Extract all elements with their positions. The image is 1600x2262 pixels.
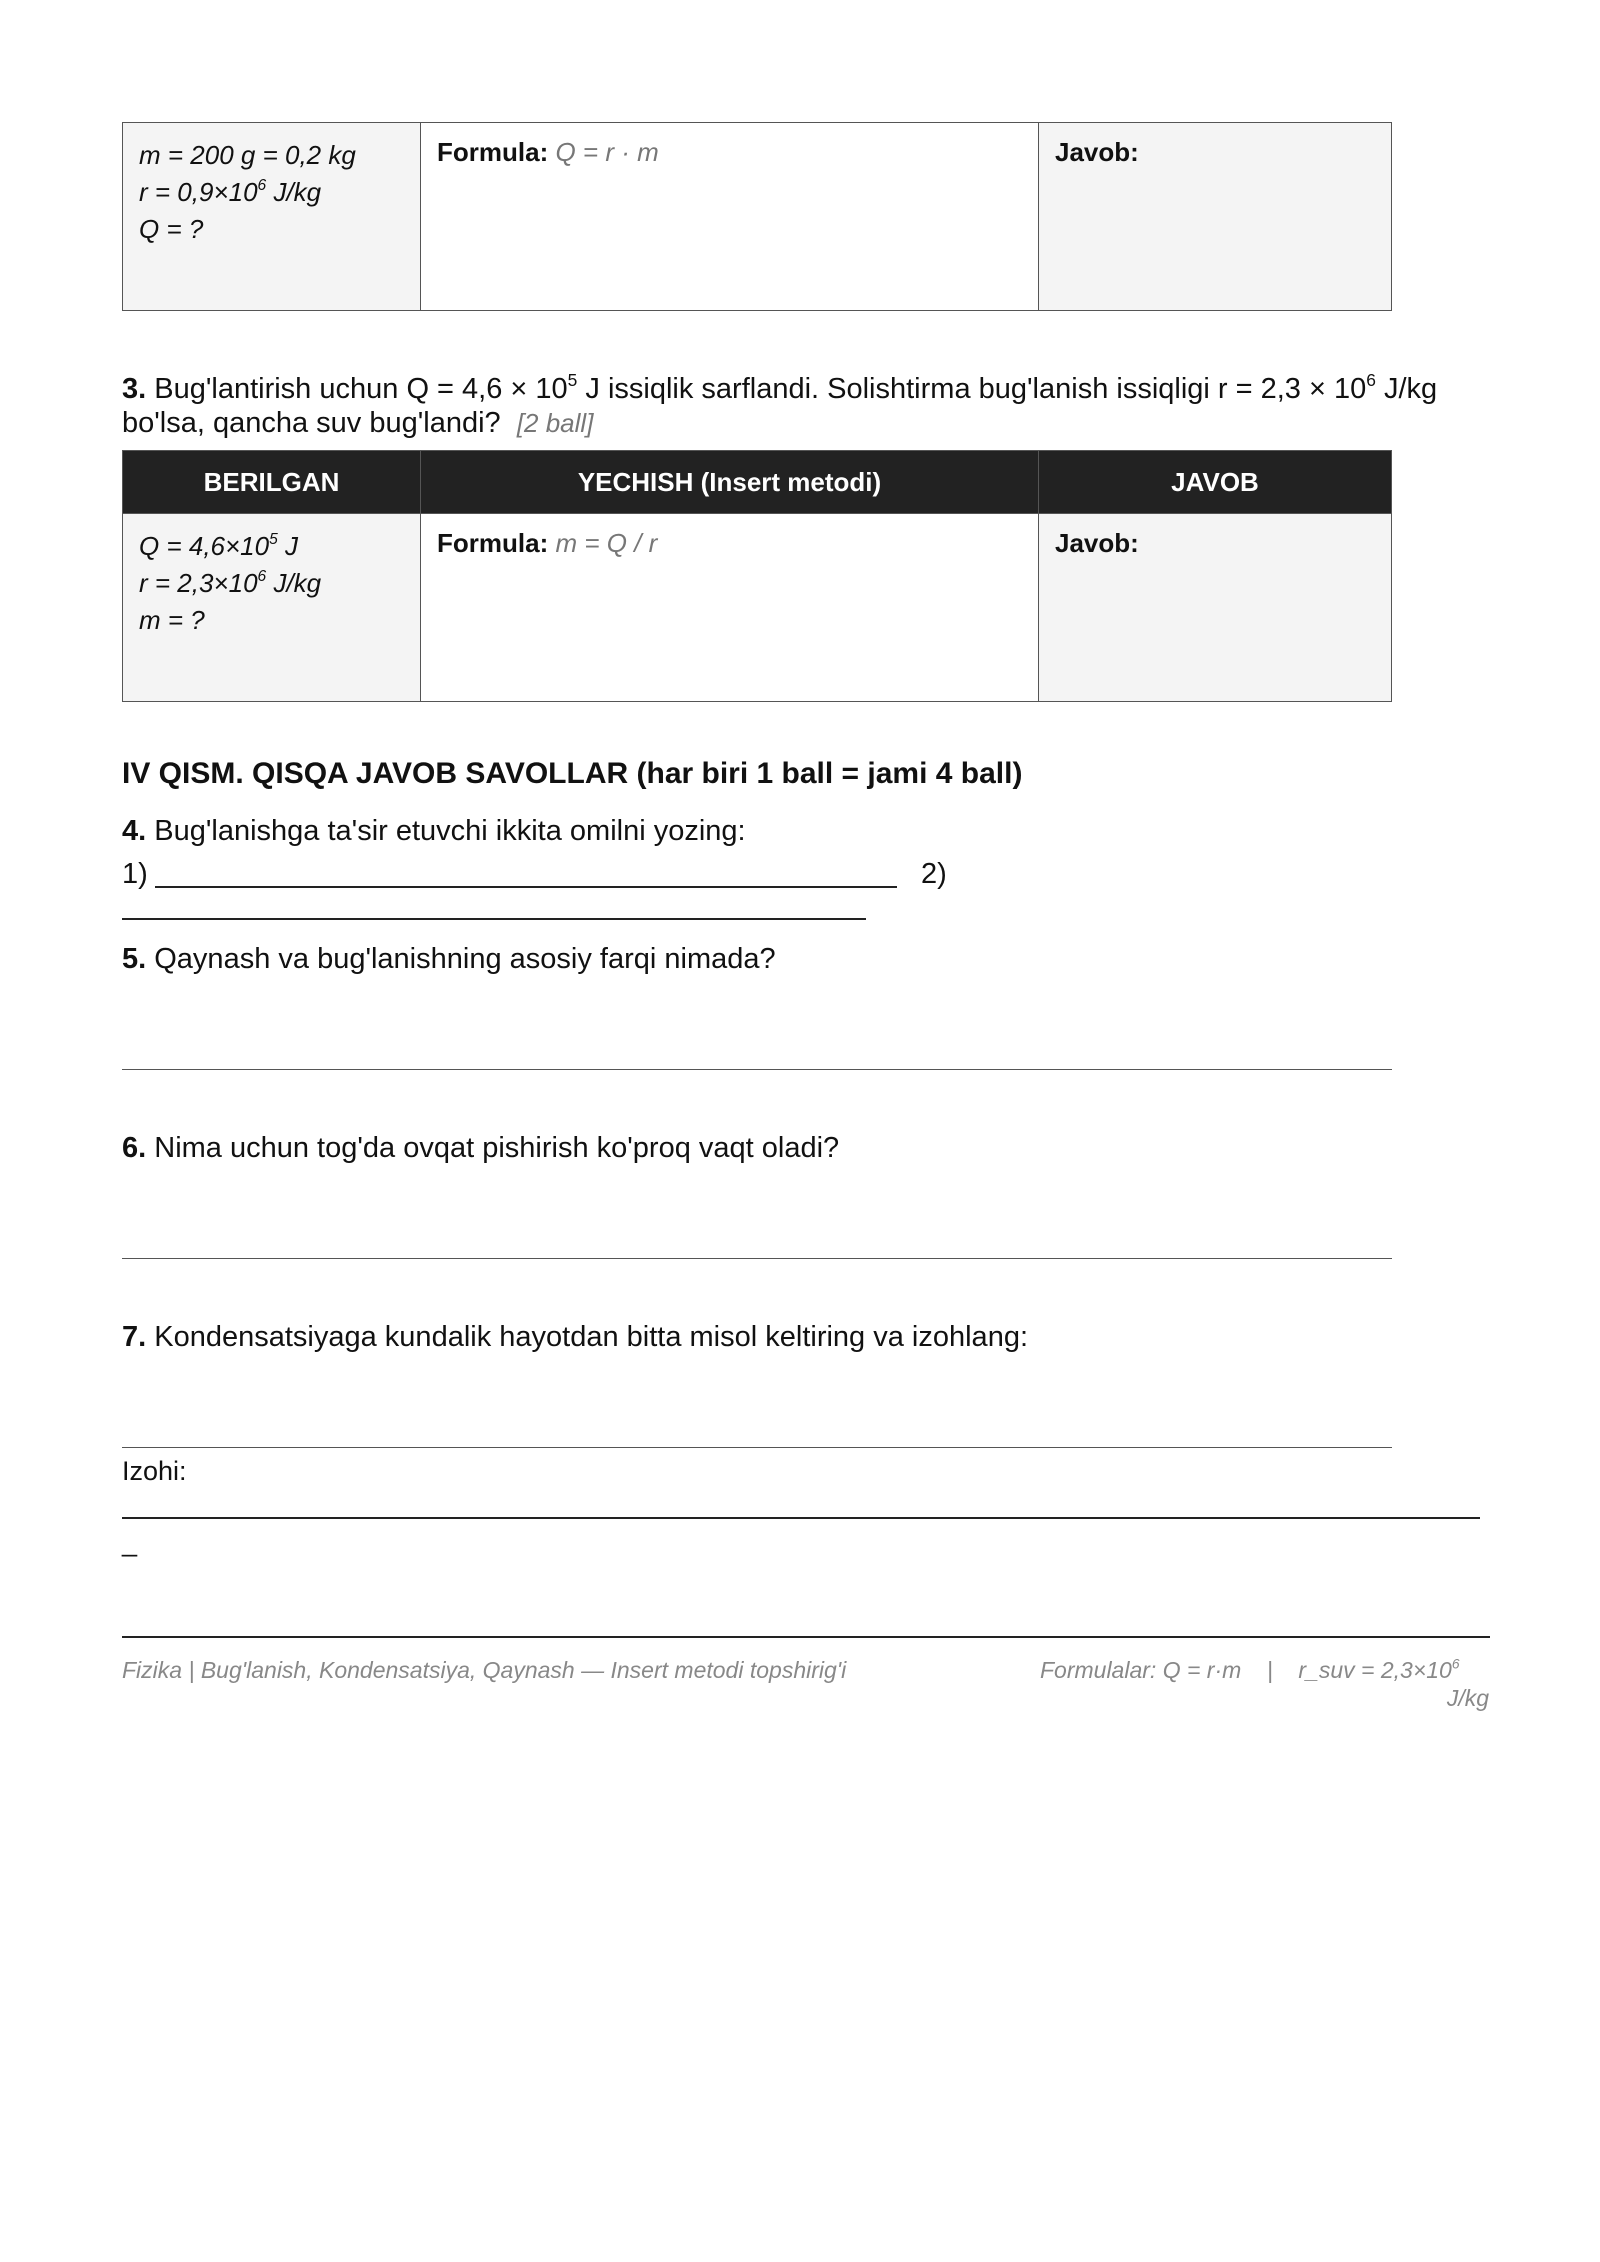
task2-formula: Q = r · m — [555, 137, 659, 167]
footer-separator: | — [1266, 1657, 1273, 1683]
task3-given-m: m = ? — [139, 605, 205, 635]
task3-formula-label: Formula: — [437, 528, 549, 558]
question-7: 7. Kondensatsiyaga kundalik hayotdan bitta misol keltiring va izohlang: — [122, 1321, 1029, 1353]
task2-solution-cell[interactable] — [421, 123, 1039, 311]
task2-given-q: Q = ? — [139, 214, 204, 244]
q4-item-2-label: 2) — [921, 858, 947, 890]
footer-unit: J/kg — [1446, 1685, 1489, 1711]
izohi-dash: _ — [122, 1527, 138, 1557]
header-yechish: YECHISH (Insert metodi) — [421, 451, 1039, 514]
question-5: 5. Qaynash va bug'lanishning asosiy farqi nimada? — [122, 943, 776, 975]
task3-table — [122, 450, 1392, 702]
question-3-number: 3. — [122, 373, 147, 405]
task2-given-cell — [123, 123, 421, 311]
question-3: 3. Bug'lantirish uchun $Q = 4,6 \times 10^5$ J issiqlik sarflandi. Solishtirma bug'lanish issiqligi $r = 2,3 \times 10^6$ J/kg bo'lsa, qancha suv bug'landi? [2 ball] — [122, 369, 1438, 439]
izohi-answer-line[interactable] — [122, 1517, 1480, 1519]
q4-item-1-label: 1) — [122, 858, 148, 890]
section-4-title: IV QISM. QISQA JAVOB SAVOLLAR (har biri 1 ball = jami 4 ball) — [122, 757, 1023, 790]
task3-given-q: $Q = 4,6\times 10^5$ J — [139, 531, 299, 561]
task3-answer-label: Javob: — [1055, 528, 1139, 558]
footer-formula: Formulalar: Q = r·m | r_suv = $2,3\times 10^6$ — [1040, 1656, 1460, 1683]
question-6: 6. Nima uchun tog'da ovqat pishirish ko'proq vaqt oladi? — [122, 1132, 840, 1164]
footer-left: Fizika | Bug'lanish, Kondensatsiya, Qaynash — Insert metodi topshirig'i — [122, 1657, 847, 1683]
task2-answer-label: Javob: — [1055, 137, 1139, 167]
header-berilgan: BERILGAN — [123, 451, 421, 514]
task2-given-r: $r = 0,9\times 10^6$ J/kg — [139, 177, 322, 207]
task3-formula: m = Q / r — [555, 528, 658, 558]
task3-answer-cell[interactable] — [1039, 514, 1392, 702]
q4-answer-line-1[interactable] — [155, 886, 897, 888]
task2-formula-label: Formula: — [437, 137, 549, 167]
question-4: 4. Bug'lanishga ta'sir etuvchi ikkita omilni yozing: — [122, 815, 746, 847]
task2-answer-cell[interactable] — [1039, 123, 1392, 311]
footer-constant: r_suv = 2,3×10 — [1298, 1657, 1452, 1683]
task2-given-m: m = 200 g = 0,2 kg — [139, 140, 356, 170]
task3-solution-cell[interactable] — [421, 514, 1039, 702]
izohi-label: Izohi: — [122, 1456, 187, 1486]
footer-rule — [122, 1636, 1490, 1638]
q7-answer-line[interactable] — [122, 1447, 1392, 1448]
q6-answer-line[interactable] — [122, 1258, 1392, 1259]
task3-given-r: $r = 2,3\times 10^6$ J/kg — [139, 568, 322, 598]
task3-given-cell — [123, 514, 421, 702]
question-3-points: [2 ball] — [516, 408, 594, 438]
q4-answer-line-2[interactable] — [122, 918, 866, 920]
q5-answer-line[interactable] — [122, 1069, 1392, 1070]
task2-table — [122, 122, 1392, 311]
header-javob: JAVOB — [1039, 451, 1392, 514]
